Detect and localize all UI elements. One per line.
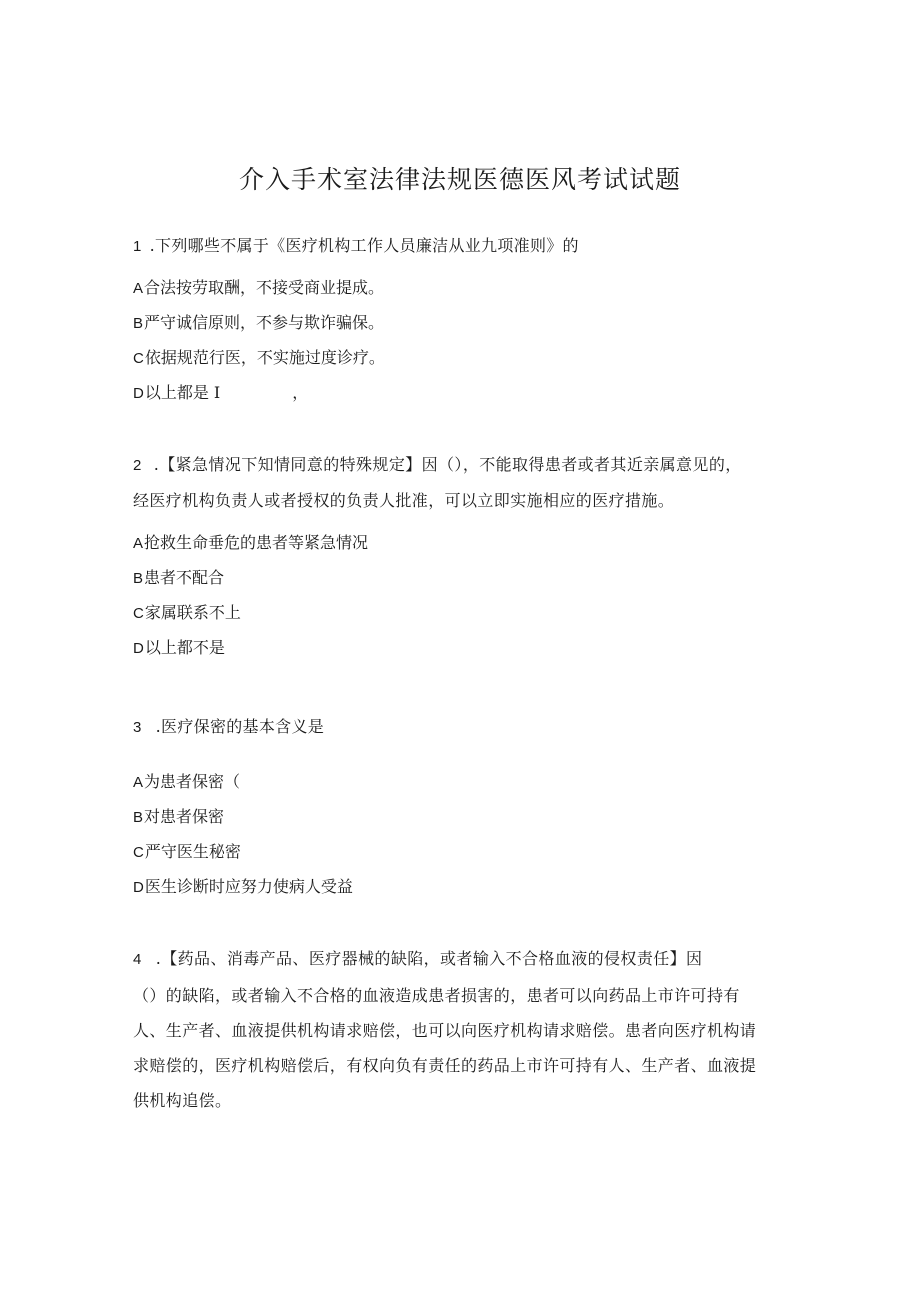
q3-option-d: [133, 877, 353, 898]
question-1-text: .下列哪些不属于《医疗机构工作人员廉洁从业九项准则》的: [149, 236, 579, 255]
q3-option-a-text: 为患者保密（: [144, 772, 241, 791]
q1-option-a: [133, 278, 384, 299]
question-2-text-line-1: .【紧急情况下知情同意的特殊规定】因（），不能取得患者或者其近亲属意见的，: [153, 455, 742, 474]
q2-option-b-text: 患者不配合: [144, 568, 225, 587]
q2-option-c-letter: C: [133, 605, 144, 622]
question-4-text-line-5: 供机构追偿。: [133, 1091, 232, 1110]
q3-option-b-text: 对患者保密: [144, 807, 225, 826]
q1-option-d-letter: D: [133, 385, 144, 402]
q2-option-c: [133, 603, 241, 624]
question-4-text-line-3: 人、生产者、血液提供机构请求赔偿，也可以向医疗机构请求赔偿。患者向医疗机构请: [133, 1021, 757, 1040]
q3-option-b: [133, 807, 224, 828]
question-1-number: 1: [133, 238, 142, 255]
q3-option-d-text: 医生诊断时应努力使病人受益: [144, 877, 353, 896]
q2-option-a-letter: A: [133, 535, 144, 552]
question-4-text-line-4: 求赔偿的，医疗机构赔偿后，有权向负有责任的药品上市许可持有人、生产者、血液提: [133, 1056, 757, 1075]
q1-option-d-text: 以上都是 I: [144, 383, 221, 402]
q1-option-d-tail: ，: [292, 383, 309, 402]
q3-option-c: [133, 842, 241, 863]
q2-option-a-text: 抢救生命垂危的患者等紧急情况: [144, 533, 369, 552]
q2-option-b-letter: B: [133, 570, 144, 587]
q1-option-b: [133, 313, 384, 334]
question-1: [133, 236, 579, 257]
question-4-text-line-1: .【药品、消毒产品、医疗器械的缺陷，或者输入不合格血液的侵权责任】因: [155, 949, 703, 968]
q1-option-b-letter: B: [133, 315, 144, 332]
q2-option-d: [133, 638, 225, 659]
question-3-text: .医疗保密的基本含义是: [155, 717, 325, 736]
q1-option-c-letter: C: [133, 350, 144, 367]
q1-option-a-letter: A: [133, 280, 144, 297]
question-4-number: 4: [133, 951, 142, 968]
question-2: [133, 455, 742, 476]
q3-option-b-letter: B: [133, 809, 144, 826]
question-2-number: 2: [133, 457, 142, 474]
question-2-text-line-2: 经医疗机构负责人或者授权的负责人批准，可以立即实施相应的医疗措施。: [133, 491, 675, 510]
q3-option-a-letter: A: [133, 774, 144, 791]
q1-option-b-text: 严守诚信原则，不参与欺诈骗保。: [144, 313, 385, 332]
q1-option-d: [133, 383, 308, 404]
question-4-text-line-2: （）的缺陷，或者输入不合格的血液造成患者损害的，患者可以向药品上市许可持有: [133, 986, 740, 1005]
q1-option-c: [133, 348, 385, 369]
page-title: 介入手术室法律法规医德医风考试试题: [238, 165, 681, 194]
q1-option-a-text: 合法按劳取酬，不接受商业提成。: [144, 278, 385, 297]
q2-option-c-text: 家属联系不上: [144, 603, 241, 622]
q2-option-d-text: 以上都不是: [144, 638, 225, 657]
question-3: [133, 717, 324, 738]
question-4: [133, 949, 702, 970]
q2-option-a: [133, 533, 368, 554]
question-3-number: 3: [133, 719, 142, 736]
q3-option-d-letter: D: [133, 879, 144, 896]
q3-option-a: [133, 772, 240, 793]
q3-option-c-letter: C: [133, 844, 144, 861]
q3-option-c-text: 严守医生秘密: [144, 842, 241, 861]
q2-option-b: [133, 568, 224, 589]
q1-option-c-text: 依据规范行医，不实施过度诊疗。: [144, 348, 385, 367]
q2-option-d-letter: D: [133, 640, 144, 657]
